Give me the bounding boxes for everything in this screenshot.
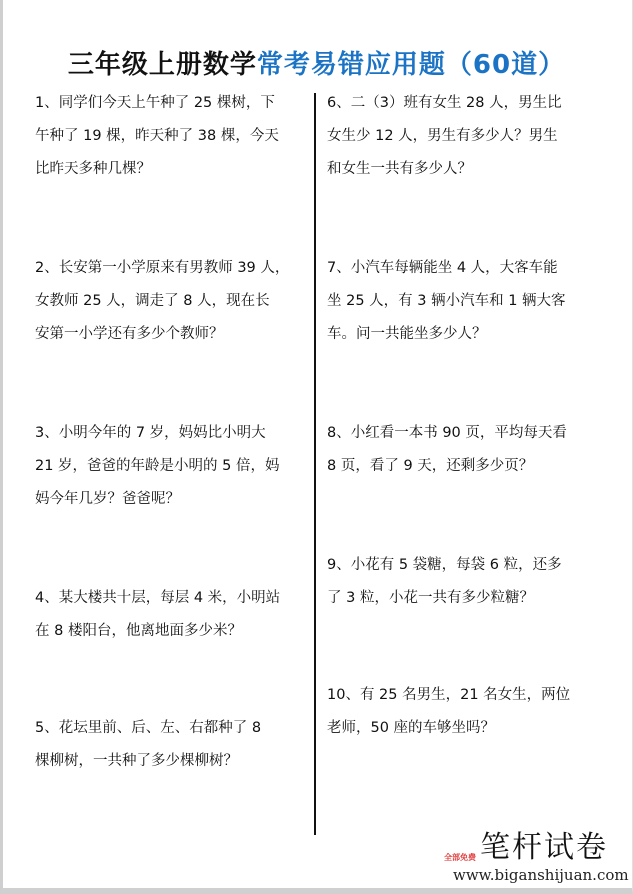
question-line: 妈今年几岁？爸爸呢？ — [35, 491, 180, 507]
question-item — [35, 252, 289, 351]
brand-logo: 笔杆试卷 — [480, 830, 608, 865]
site-url: www.biganshijuan.com — [453, 866, 629, 884]
question-line: 比昨天多种几棵？ — [35, 161, 151, 177]
question-line: 坐 25 人，有 3 辆小汽车和 1 辆大客 — [327, 293, 566, 309]
question-item — [35, 417, 280, 516]
question-item — [35, 87, 279, 186]
question-item — [35, 582, 280, 648]
page-title — [0, 44, 633, 81]
question-item — [327, 549, 562, 615]
question-line: 8、小红看一本书 90 页，平均每天看 — [327, 425, 567, 441]
question-item — [327, 417, 567, 483]
title-blue: 常考易错应用题（60道） — [256, 50, 566, 80]
question-line: 7、小汽车每辆能坐 4 人，大客车能 — [327, 260, 558, 276]
question-line: 了 3 粒，小花一共有多少粒糖？ — [327, 590, 534, 606]
column-divider — [314, 93, 316, 835]
title-black: 三年级上册数学 — [67, 50, 257, 80]
question-line: 和女生一共有多少人？ — [327, 161, 472, 177]
question-item — [327, 87, 562, 186]
question-line: 4、某大楼共十层，每层 4 米，小明站 — [35, 590, 281, 606]
question-item — [327, 679, 570, 745]
free-tag: 全部免费 — [444, 853, 476, 862]
question-line: 9、小花有 5 袋糖，每袋 6 粒，还多 — [327, 557, 562, 573]
question-line: 车。问一共能坐多少人？ — [327, 326, 487, 342]
question-line: 老师，50 座的车够坐吗？ — [327, 720, 496, 736]
question-line: 6、二（3）班有女生 28 人，男生比 — [327, 95, 562, 111]
question-item — [35, 712, 261, 778]
question-line: 10、有 25 名男生，21 名女生，两位 — [327, 687, 571, 703]
question-line: 5、花坛里前、后、左、右都种了 8 — [35, 720, 262, 736]
question-item — [327, 252, 566, 351]
question-line: 在 8 楼阳台，他离地面多少米？ — [35, 623, 242, 639]
question-line: 女教师 25 人，调走了 8 人，现在长 — [35, 293, 270, 309]
question-line: 安第一小学还有多少个教师？ — [35, 326, 224, 342]
question-line: 8 页，看了 9 天，还剩多少页？ — [327, 458, 534, 474]
question-line: 棵柳树，一共种了多少棵柳树？ — [35, 753, 238, 769]
question-line: 1、同学们今天上午种了 25 棵树，下 — [35, 95, 275, 111]
question-line: 女生少 12 人，男生有多少人？男生 — [327, 128, 558, 144]
question-line: 3、小明今年的 7 岁，妈妈比小明大 — [35, 425, 266, 441]
question-line: 21 岁，爸爸的年龄是小明的 5 倍，妈 — [35, 458, 280, 474]
question-line: 2、长安第一小学原来有男教师 39 人， — [35, 260, 290, 276]
question-line: 午种了 19 棵，昨天种了 38 棵，今天 — [35, 128, 279, 144]
